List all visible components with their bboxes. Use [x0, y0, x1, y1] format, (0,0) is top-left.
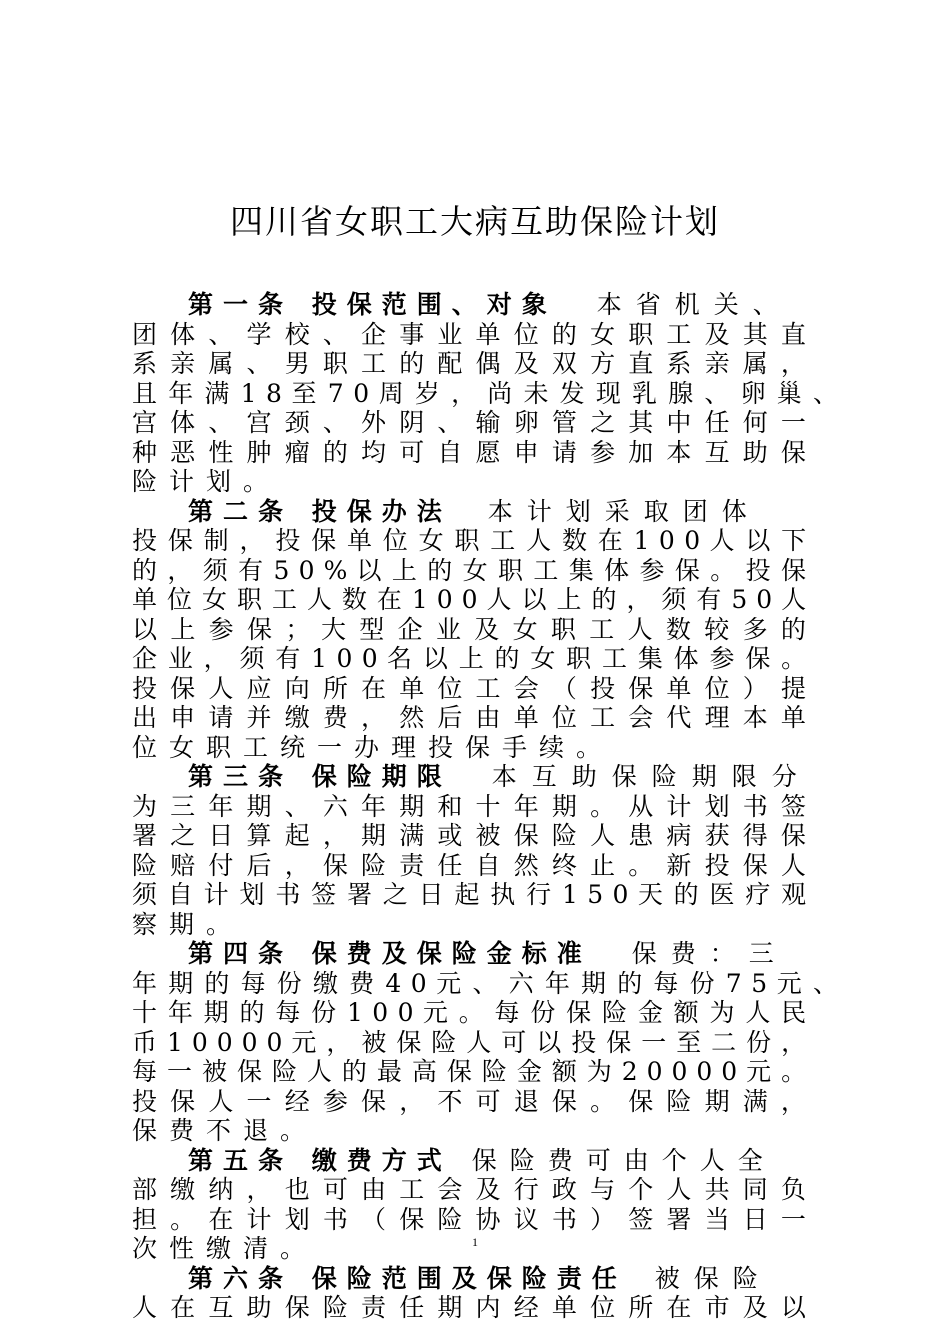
article-1-line: 险计划。 [132, 467, 281, 496]
article-1-heading: 第一条 投保范围、对象 [188, 290, 557, 319]
article-1-line: 种 恶 性 肿 瘤 的 均 可 自 愿 申 请 参 加 本 互 助 保 [132, 437, 806, 467]
article-5-line: 保险费可由个人全 [471, 1145, 776, 1175]
document-title: 四川省女职工大病互助保险计划 [230, 202, 720, 241]
article-4-heading: 第四条 保费及保险金标准 [188, 939, 592, 968]
article-3-line: 察期。 [132, 909, 244, 939]
article-5-line: 次性缴清。 [132, 1234, 318, 1263]
article-2-first-line [132, 497, 806, 527]
article-3-line: 署 之 日 算 起 ， 期 满 或 被 保 险 人 患 病 获 得 保 [132, 821, 806, 850]
article-2-line: 投 保 制 ， 投 保 单 位 女 职 工 人 数 在 1 0 0 人 以 下 [132, 526, 807, 555]
article-4-line: 年 期 的 每 份 缴 费 4 0 元 、 六 年 期 的 每 份 7 5 元 、 [132, 968, 838, 998]
article-1-line: 且 年 满 1 8 至 7 0 周 岁 ， 尚 未 发 现 乳 腺 、 卵 巢 、 [132, 378, 838, 408]
article-5-line: 担 。 在 计 划 书 （ 保 险 协 议 书 ） 签 署 当 日 一 [132, 1204, 806, 1234]
article-2-line: 的 ， 须 有 5 0 % 以 上 的 女 职 工 集 体 参 保 。 投 保 [132, 555, 807, 585]
article-2-line: 企 业 ， 须 有 1 0 0 名 以 上 的 女 职 工 集 体 参 保 。 [132, 644, 807, 673]
article-1-first-line [132, 290, 806, 320]
article-4-first-line [132, 939, 806, 969]
article-1-line: 本省机关、 [596, 290, 792, 319]
article-4-line: 保费：三 [631, 939, 788, 968]
article-1-line: 系 亲 属 、 男 职 工 的 配 偶 及 双 方 直 系 亲 属 ， [132, 349, 806, 378]
article-3-line: 本互助保险期限分 [491, 762, 812, 791]
article-3-line: 险 赔 付 后 ， 保 险 责 任 自 然 终 止 。 新 投 保 人 [132, 850, 806, 880]
article-3-heading: 第三条 保险期限 [188, 762, 452, 791]
article-2-line: 本计划采取团体 [487, 496, 761, 526]
article-6-line: 被保险 [654, 1263, 772, 1293]
article-1-line: 宫 体 、 宫 颈 、 外 阴 、 输 卵 管 之 其 中 任 何 一 [132, 408, 806, 437]
article-4-line: 十 年 期 的 每 份 1 0 0 元 。 每 份 保 险 金 额 为 人 民 [132, 998, 807, 1027]
article-6-heading: 第六条 保险范围及保险责任 [188, 1263, 627, 1293]
article-4-line: 投 保 人 一 经 参 保 ， 不 可 退 保 。 保 险 期 满 ， [132, 1086, 806, 1116]
page-number: 1 [472, 1235, 478, 1249]
article-2-line: 位女职工统一办理投保手续。 [132, 732, 614, 762]
article-2-heading: 第二条 投保办法 [188, 496, 452, 526]
article-3-line: 为 三 年 期 、 六 年 期 和 十 年 期 。 从 计 划 书 签 [132, 791, 806, 821]
document-body [132, 290, 838, 1323]
article-2-line: 以 上 参 保 ； 大 型 企 业 及 女 职 工 人 数 较 多 的 [132, 614, 806, 644]
article-6-first-line [132, 1264, 806, 1294]
article-2-line: 投 保 人 应 向 所 在 单 位 工 会 （ 投 保 单 位 ） 提 [132, 673, 806, 703]
article-3-first-line [132, 762, 812, 792]
article-1-line: 团 体 、 学 校 、 企 事 业 单 位 的 女 职 工 及 其 直 [132, 319, 806, 349]
article-2-line: 单 位 女 职 工 人 数 在 1 0 0 人 以 上 的 ， 须 有 5 0 人 [132, 585, 807, 614]
article-6-line: 人 在 互 助 保 险 责 任 期 内 经 单 位 所 在 市 及 以 [132, 1293, 806, 1322]
article-2-line: 出 申 请 并 缴 费 ， 然 后 由 单 位 工 会 代 理 本 单 [132, 703, 806, 732]
article-5-heading: 第五条 缴费方式 [188, 1145, 452, 1175]
article-3-line: 须 自 计 划 书 签 署 之 日 起 执 行 1 5 0 天 的 医 疗 观 [132, 880, 807, 909]
article-4-line: 币 1 0 0 0 0 元 ， 被 保 险 人 可 以 投 保 一 至 二 份 ， [132, 1027, 807, 1057]
article-4-line: 保费不退。 [132, 1116, 318, 1145]
article-4-line: 每 一 被 保 险 人 的 最 高 保 险 金 额 为 2 0 0 0 0 元 。 [132, 1057, 807, 1086]
article-5-first-line [132, 1146, 806, 1176]
article-5-line: 部 缴 纳 ， 也 可 由 工 会 及 行 政 与 个 人 共 同 负 [132, 1175, 806, 1204]
